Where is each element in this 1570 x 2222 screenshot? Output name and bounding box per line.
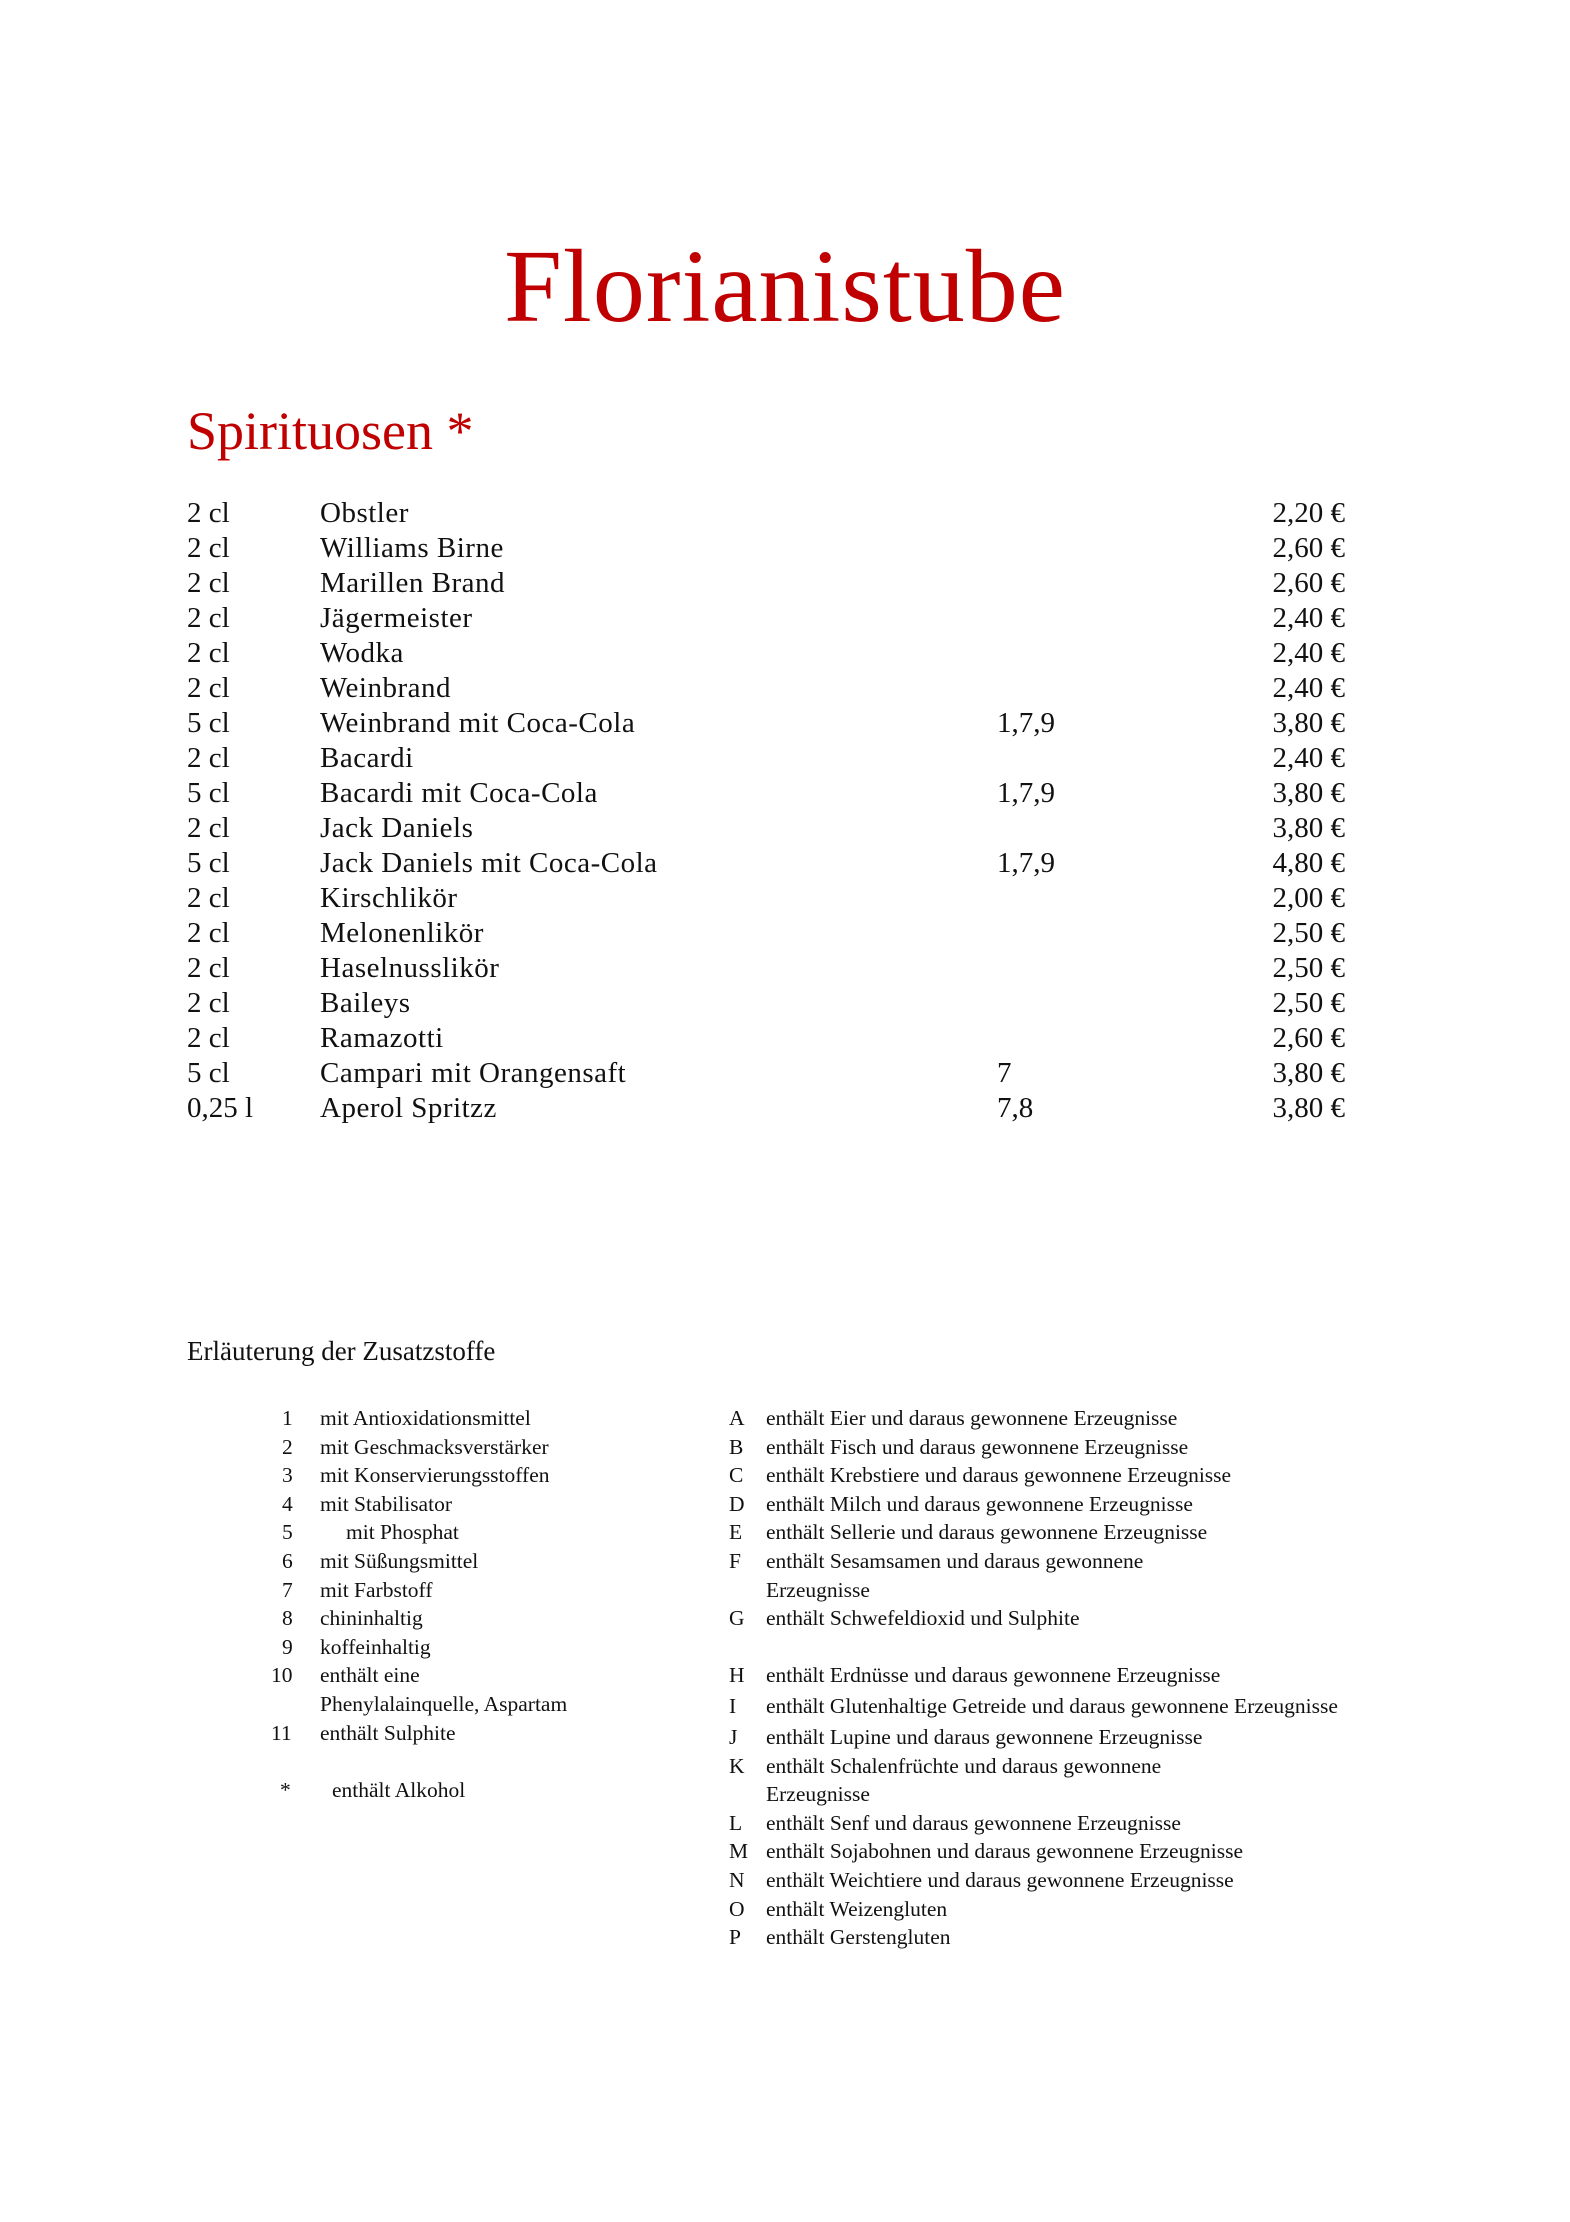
allergen-legend-item <box>727 1604 1427 1633</box>
additive-legend-item <box>270 1490 690 1519</box>
allergen-legend-item <box>727 1752 1427 1809</box>
menu-item-additives: 1,7,9 <box>997 707 1055 739</box>
menu-item-price: 2,40 € <box>1272 637 1345 669</box>
menu-item-name: Jack Daniels mit Coca-Cola <box>320 847 658 879</box>
section-title-spirituosen: Spirituosen * <box>187 401 474 461</box>
allergen-key: P <box>729 1925 741 1950</box>
allergen-description: enthält Weichtiere und daraus gewonnene Erzeugnisse <box>766 1867 1234 1892</box>
menu-item <box>187 881 1347 916</box>
allergen-description: enthält Lupine und daraus gewonnene Erzeugnisse <box>766 1724 1203 1749</box>
menu-item-name: Bacardi <box>320 742 414 774</box>
allergen-key: I <box>729 1693 737 1718</box>
menu-item-volume: 5 cl <box>187 777 230 809</box>
menu-item <box>187 601 1347 636</box>
menu-item-price: 2,40 € <box>1272 742 1345 774</box>
menu-item <box>187 1056 1347 1091</box>
allergen-description: enthält Sellerie und daraus gewonnene Erzeugnisse <box>766 1520 1208 1545</box>
allergen-description: enthält Senf und daraus gewonnene Erzeugnisse <box>766 1810 1181 1835</box>
additive-description: mit Geschmacksverstärker <box>320 1434 549 1459</box>
menu-item-name: Aperol Spritzz <box>320 1092 497 1124</box>
alcohol-description: enthält Alkohol <box>332 1777 466 1802</box>
additive-key: 1 <box>282 1406 293 1430</box>
menu-item <box>187 636 1347 671</box>
additive-legend-item <box>270 1433 690 1462</box>
additive-description: mit Stabilisator <box>320 1491 452 1516</box>
menu-item-additives: 1,7,9 <box>997 777 1055 809</box>
allergen-legend-item <box>727 1866 1427 1895</box>
legend-heading: Erläuterung der Zusatzstoffe <box>187 1336 496 1366</box>
additive-key: 6 <box>282 1548 293 1573</box>
allergen-key: A <box>729 1406 745 1430</box>
allergen-key: M <box>729 1839 749 1864</box>
menu-item-price: 2,50 € <box>1272 917 1345 949</box>
allergen-legend-item <box>727 1923 1427 1952</box>
menu-item-volume: 2 cl <box>187 742 230 774</box>
menu-item-name: Wodka <box>320 637 404 669</box>
menu-item-volume: 2 cl <box>187 1022 230 1054</box>
additive-description: koffeinhaltig <box>320 1634 431 1659</box>
additive-key: 10 <box>271 1663 293 1688</box>
menu-item-name: Williams Birne <box>320 532 504 564</box>
additive-description: mit Antioxidationsmittel <box>320 1406 531 1430</box>
menu-item-name: Weinbrand mit Coca-Cola <box>320 707 636 739</box>
allergen-key: D <box>729 1491 745 1516</box>
restaurant-title: Florianistube <box>504 229 1066 344</box>
menu-item-price: 3,80 € <box>1272 1092 1345 1124</box>
allergen-key: J <box>729 1724 738 1749</box>
additive-legend-item <box>270 1576 690 1605</box>
menu-item-name: Ramazotti <box>320 1022 444 1054</box>
legend-spacer <box>270 1747 690 1776</box>
allergen-key: G <box>729 1606 745 1631</box>
menu-item-name: Bacardi mit Coca-Cola <box>320 777 598 809</box>
allergen-description: enthält Krebstiere und daraus gewonnene Erzeugnisse <box>766 1463 1232 1488</box>
additive-key: 4 <box>282 1491 293 1516</box>
menu-item-name: Kirschlikör <box>320 882 458 914</box>
additive-legend-item <box>270 1518 690 1547</box>
drinks-menu-list <box>187 496 1347 1126</box>
menu-item <box>187 566 1347 601</box>
allergen-description: enthält Sesamsamen und daraus gewonnene Erzeugnisse <box>766 1548 1144 1602</box>
allergens-legend <box>727 1404 1427 1952</box>
additive-key: 5 <box>282 1520 293 1545</box>
menu-item-name: Baileys <box>320 987 411 1019</box>
menu-item-name: Jägermeister <box>320 602 473 634</box>
additive-legend-item <box>270 1661 690 1718</box>
allergen-description: enthält Gerstengluten <box>766 1925 951 1950</box>
menu-item-price: 3,80 € <box>1272 812 1345 844</box>
allergen-description: enthält Sojabohnen und daraus gewonnene Erzeugnisse <box>766 1839 1244 1864</box>
allergen-legend-item <box>727 1895 1427 1924</box>
menu-item-additives: 1,7,9 <box>997 847 1055 879</box>
menu-item-name: Weinbrand <box>320 672 452 704</box>
menu-item-volume: 2 cl <box>187 567 230 599</box>
allergen-legend-item <box>727 1518 1427 1547</box>
menu-item-price: 2,60 € <box>1272 532 1345 564</box>
menu-item <box>187 671 1347 706</box>
allergen-description: enthält Glutenhaltige Getreide und daraus gewonnene Erzeugnisse <box>766 1693 1338 1718</box>
allergen-legend-item <box>727 1723 1427 1752</box>
menu-item <box>187 1021 1347 1056</box>
menu-item-price: 4,80 € <box>1272 847 1345 879</box>
menu-item-name: Haselnusslikör <box>320 952 500 984</box>
menu-item <box>187 1091 1347 1126</box>
allergen-key: H <box>729 1663 745 1688</box>
menu-item-volume: 2 cl <box>187 987 230 1019</box>
allergen-legend-item <box>727 1661 1427 1690</box>
allergen-description: enthält Schwefeldioxid und Sulphite <box>766 1606 1080 1631</box>
menu-item-volume: 5 cl <box>187 847 230 879</box>
additive-key: 8 <box>282 1606 293 1631</box>
additive-legend-item <box>270 1461 690 1490</box>
menu-item-price: 3,80 € <box>1272 707 1345 739</box>
menu-item <box>187 986 1347 1021</box>
menu-item-volume: 2 cl <box>187 812 230 844</box>
menu-item-volume: 2 cl <box>187 882 230 914</box>
menu-item <box>187 811 1347 846</box>
allergen-description: enthält Erdnüsse und daraus gewonnene Erzeugnisse <box>766 1663 1221 1688</box>
additive-key: 7 <box>282 1577 293 1602</box>
allergen-legend-item <box>727 1461 1427 1490</box>
menu-item-name: Obstler <box>320 497 409 529</box>
menu-item-volume: 0,25 l <box>187 1092 254 1124</box>
additive-legend-item <box>270 1633 690 1662</box>
allergen-legend-item <box>727 1547 1427 1604</box>
menu-item <box>187 951 1347 986</box>
additive-key: 3 <box>282 1463 293 1488</box>
allergen-key: L <box>729 1810 743 1835</box>
additive-legend-item <box>270 1547 690 1576</box>
menu-item <box>187 916 1347 951</box>
menu-item-price: 2,60 € <box>1272 567 1345 599</box>
menu-item-price: 2,40 € <box>1272 672 1345 704</box>
allergen-legend-item <box>727 1809 1427 1838</box>
additive-key: 2 <box>282 1434 293 1459</box>
allergen-key: C <box>729 1463 744 1488</box>
menu-item-volume: 2 cl <box>187 952 230 984</box>
menu-item <box>187 776 1347 811</box>
allergen-legend-item <box>727 1433 1427 1462</box>
allergen-key: K <box>729 1753 745 1778</box>
additive-key: 9 <box>282 1634 293 1659</box>
allergen-key: F <box>729 1548 741 1573</box>
allergen-legend-item <box>727 1490 1427 1519</box>
menu-item-name: Jack Daniels <box>320 812 474 844</box>
menu-item-volume: 2 cl <box>187 917 230 949</box>
menu-item <box>187 741 1347 776</box>
menu-item-volume: 5 cl <box>187 707 230 739</box>
menu-item-price: 3,80 € <box>1272 777 1345 809</box>
allergen-legend-item <box>727 1690 1427 1723</box>
additive-description: mit Farbstoff <box>320 1577 433 1602</box>
menu-item-additives: 7 <box>997 1057 1012 1089</box>
menu-item <box>187 531 1347 566</box>
additive-legend-item <box>270 1604 690 1633</box>
menu-item-price: 2,60 € <box>1272 1022 1345 1054</box>
menu-item <box>187 846 1347 881</box>
additive-description: mit Phosphat <box>346 1520 459 1545</box>
menu-item-additives: 7,8 <box>997 1092 1034 1124</box>
additive-legend-item <box>270 1404 690 1433</box>
menu-item-volume: 5 cl <box>187 1057 230 1089</box>
additive-description: mit Süßungsmittel <box>320 1548 479 1573</box>
allergen-description: enthält Eier und daraus gewonnene Erzeugnisse <box>766 1406 1178 1430</box>
menu-item-name: Campari mit Orangensaft <box>320 1057 627 1089</box>
menu-item-volume: 2 cl <box>187 602 230 634</box>
menu-item-price: 2,40 € <box>1272 602 1345 634</box>
menu-item-price: 2,20 € <box>1272 497 1345 529</box>
menu-item-name: Marillen Brand <box>320 567 505 599</box>
allergen-description: enthält Fisch und daraus gewonnene Erzeugnisse <box>766 1434 1189 1459</box>
additive-legend-item <box>270 1719 690 1748</box>
additive-key: 11 <box>271 1720 292 1745</box>
menu-item-volume: 2 cl <box>187 532 230 564</box>
allergen-description: enthält Weizengluten <box>766 1896 948 1921</box>
additives-legend <box>270 1404 690 1804</box>
menu-item-volume: 2 cl <box>187 637 230 669</box>
menu-item <box>187 496 1347 531</box>
allergen-key: E <box>729 1520 743 1545</box>
additive-description: enthält eine Phenylalainquelle, Aspartam <box>320 1663 568 1716</box>
allergen-description: enthält Schalenfrüchte und daraus gewonnene Erzeugnisse <box>766 1753 1162 1807</box>
menu-item-price: 2,50 € <box>1272 987 1345 1019</box>
asterisk-key: * <box>280 1777 291 1802</box>
additive-description: mit Konservierungsstoffen <box>320 1463 550 1488</box>
additive-description: enthält Sulphite <box>320 1720 456 1745</box>
menu-item-name: Melonenlikör <box>320 917 484 949</box>
additive-description: chininhaltig <box>320 1606 423 1631</box>
menu-item-volume: 2 cl <box>187 672 230 704</box>
allergen-legend-item <box>727 1404 1427 1433</box>
menu-item-price: 2,50 € <box>1272 952 1345 984</box>
menu-item-price: 3,80 € <box>1272 1057 1345 1089</box>
allergen-legend-item <box>727 1837 1427 1866</box>
allergen-key: N <box>729 1867 745 1892</box>
allergen-description: enthält Milch und daraus gewonnene Erzeugnisse <box>766 1491 1193 1516</box>
menu-item-price: 2,00 € <box>1272 882 1345 914</box>
menu-item <box>187 706 1347 741</box>
allergen-key: B <box>729 1434 744 1459</box>
alcohol-legend-item <box>270 1776 690 1805</box>
legend-spacer <box>727 1633 1427 1662</box>
menu-item-volume: 2 cl <box>187 497 230 529</box>
allergen-key: O <box>729 1896 745 1921</box>
